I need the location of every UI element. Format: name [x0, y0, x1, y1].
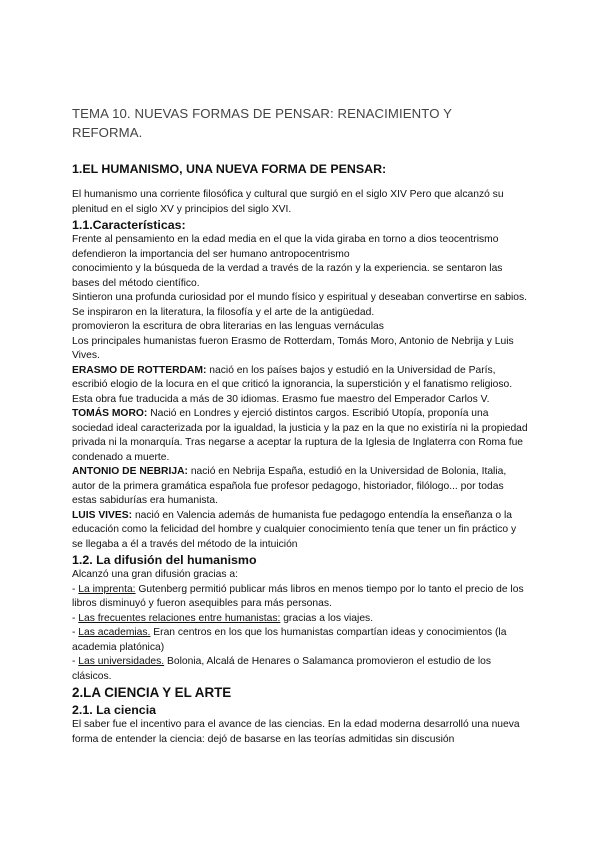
- list-item-label: Las academias.: [78, 627, 151, 638]
- erasmo-paragraph: [72, 364, 528, 408]
- title-line-1: TEMA 10. NUEVAS FORMAS DE PENSAR: RENACIMIENTO Y: [72, 106, 452, 121]
- section-2-heading: 2.LA CIENCIA Y EL ARTE: [72, 685, 232, 700]
- list-item-text: Bolonia, Alcalá de Henares o Salamanca promovieron el estudio de los clásicos.: [72, 656, 491, 682]
- list-dash: -: [72, 612, 79, 624]
- list-item: [72, 583, 528, 612]
- page-title: [72, 104, 528, 142]
- paragraph: Frente al pensamiento en la edad media en el que la vida giraba en torno a dios teocentrismo defendieron la importancia del ser humano antropocentrismo: [72, 234, 499, 260]
- list-item: [72, 612, 528, 627]
- list-item-label: Las frecuentes relaciones entre humanistas:: [78, 612, 281, 624]
- list-item-text: gracias a los viajes.: [280, 612, 374, 624]
- vives-label: LUIS VIVES:: [72, 509, 133, 521]
- list-item-label: La imprenta:: [78, 583, 136, 595]
- erasmo-text: nació en los países bajos y estudió en la Universidad de París, escribió elogio de la locura en el que criticó la ignorancia, la superstición y el fanatismo religioso. Esta obra fue traducida a más de 30 idiomas. Erasmo fue maestro del Emperador Carlos V.: [72, 364, 513, 405]
- paragraph: Los principales humanistas fueron Erasmo de Rotterdam, Tomás Moro, Antonio de Nebrija y Luis Vives.: [72, 335, 514, 361]
- paragraph: Se inspiraron en la literatura, la filosofía y el arte de la antigüedad.: [72, 306, 375, 318]
- list-item: [72, 655, 528, 684]
- list-item-label: Las universidades.: [78, 656, 165, 667]
- nebrija-label: ANTONIO DE NEBRIJA:: [72, 466, 188, 477]
- list-dash: -: [72, 627, 79, 638]
- erasmo-label: ERASMO DE ROTTERDAM:: [72, 364, 207, 376]
- nebrija-text: nació en Nebrija España, estudió en la Universidad de Bolonia, Italia, autor de la primera gramática española fue profesor pedagogo, historiador, filólogo... por todas estas sabidurías era humanista.: [72, 466, 507, 506]
- list-item-text: Gutenberg permitió publicar más libros en menos tiempo por lo tanto el precio de los libros disminuyó y fueron asequibles para más personas.: [72, 583, 524, 609]
- moro-label: TOMÁS MORO:: [72, 408, 148, 419]
- vives-text: nació en Valencia además de humanista fue pedagogo entendía la enseñanza o la educación como la felicidad del hombre y cualquier conocimiento tenía que tener un fin práctico y se llegaba a él a través del método de la intuición: [72, 509, 517, 550]
- section-2-1-heading: 2.1. La ciencia: [72, 703, 157, 717]
- moro-paragraph: [72, 407, 528, 465]
- moro-text: Nació en Londres y ejerció distintos cargos. Escribió Utopía, proponía una sociedad ideal caracterizada por la igualdad, la justicia y la paz en la que no existiría ni la propiedad privada ni la monarquía. Tras negarse a aceptar la ruptura de la Iglesia de Inglaterra con Roma fue condenado a muerte.: [72, 408, 528, 463]
- list-item: [72, 626, 528, 655]
- section-1-heading: 1.EL HUMANISMO, UNA NUEVA FORMA DE PENSAR:: [72, 162, 387, 176]
- document-body: [72, 104, 528, 747]
- section-1-1-heading: 1.1.Características:: [72, 218, 186, 232]
- section-1-2-heading: 1.2. La difusión del humanismo: [72, 553, 257, 567]
- paragraph: Sintieron una profunda curiosidad por el mundo físico y espiritual y deseaban convertirse en sabios.: [72, 292, 528, 303]
- paragraph: promovieron la escritura de obra literarias en las lenguas vernáculas: [72, 321, 384, 332]
- section-1-intro: El humanismo una corriente filosófica y cultural que surgió en el siglo XIV Pero que alcanzó su plenitud en el siglo XV y principios del siglo XVI.: [72, 189, 504, 215]
- paragraph: conocimiento y la búsqueda de la verdad a través de la razón y la experiencia. se sentaron las bases del método científico.: [72, 263, 503, 289]
- paragraph: El saber fue el incentivo para el avance de las ciencias. En la edad moderna desarrolló una nueva forma de entender la ciencia: dejó de basarse en las teorías admitidas sin discusión: [72, 719, 520, 745]
- nebrija-paragraph: [72, 465, 528, 509]
- title-line-2: REFORMA.: [72, 125, 143, 140]
- list-dash: -: [72, 656, 79, 667]
- list-item-text: Eran centros en los que los humanistas compartían ideas y conocimientos (la academia platónica): [72, 627, 507, 653]
- vives-paragraph: [72, 509, 528, 553]
- list-dash: -: [72, 583, 79, 595]
- section-1-2-intro: Alcanzó una gran difusión gracias a:: [72, 569, 238, 580]
